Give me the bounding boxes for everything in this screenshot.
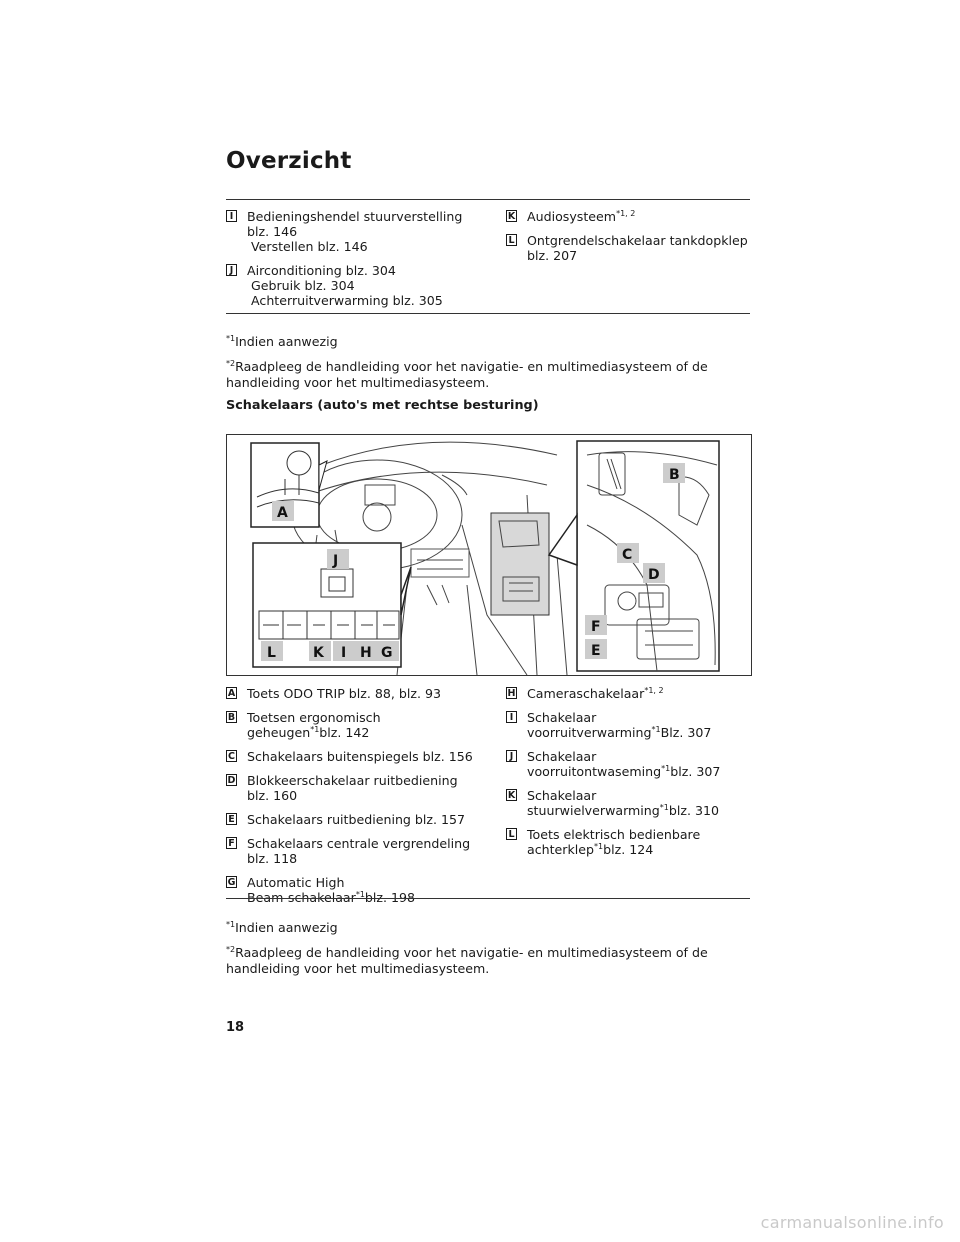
key-box: F xyxy=(226,837,237,849)
legend-item-L: L Toets elektrisch bedienbare achterklep$^{*1}$blz. 124 xyxy=(506,827,754,857)
key-box: K xyxy=(507,790,516,801)
top-section-rule xyxy=(226,313,750,314)
diagram-label-L: L xyxy=(267,645,276,661)
key-box: J xyxy=(506,750,517,762)
footnote-2: $^{*2}$Raadpleeg de handleiding voor het navigatie- en multimediasysteem of de handleiding voor het multimediasysteem. xyxy=(226,358,708,390)
diagram-label-I: I xyxy=(341,645,347,661)
watermark: carmanualsonline.info xyxy=(760,1213,944,1232)
legend-item-H: H Cameraschakelaar$^{*1, 2}$ xyxy=(507,685,664,701)
top-left-column xyxy=(226,209,474,317)
dashboard-illustration xyxy=(227,435,751,675)
item-L: L Ontgrendelschakelaar tankdopklep blz. 207 xyxy=(506,233,754,263)
diagram-label-B: B xyxy=(669,467,680,483)
legend-item-A: A Toets ODO TRIP blz. 88, blz. 93 xyxy=(227,686,442,701)
key-box: G xyxy=(227,877,236,888)
legend-item-E: E Schakelaars ruitbediening blz. 157 xyxy=(226,812,474,827)
diagram-label-A: A xyxy=(277,505,288,521)
legend-item-K: K Schakelaar stuurwielverwarming$^{*1}$blz. 310 xyxy=(507,788,720,818)
legend-rule xyxy=(226,898,750,899)
page-title: Overzicht xyxy=(226,148,352,174)
legend-item-B: B Toetsen ergonomisch geheugen$^{*1}$blz. 142 xyxy=(227,710,381,740)
item-J: J Airconditioning blz. 304 Gebruik blz. 304 Achterruitverwarming blz. 305 xyxy=(226,263,474,308)
item-K: K Audiosysteem$^{*1, 2}$ xyxy=(507,208,636,224)
diagram-label-J: J xyxy=(333,553,339,569)
key-box: A xyxy=(227,688,236,699)
legend-item-F: F Schakelaars centrale vergrendeling blz. 118 xyxy=(226,836,474,866)
diagram-label-K: K xyxy=(313,645,324,661)
key-box: I xyxy=(226,210,237,222)
key-box: I xyxy=(506,711,517,723)
diagram-label-H: H xyxy=(360,645,372,661)
footnote-2-bottom: $^{*2}$Raadpleeg de handleiding voor het navigatie- en multimediasysteem of de handleiding voor het multimediasysteem. xyxy=(226,944,708,976)
page-number: 18 xyxy=(226,1020,245,1035)
footnote-1-bottom: $^{*1}$Indien aanwezig xyxy=(226,919,338,935)
diagram-label-E: E xyxy=(591,643,601,659)
top-right-column xyxy=(506,209,754,272)
legend-item-G: G Automatic High Beam-schakelaar$^{*1}$blz. 198 xyxy=(227,875,416,905)
key-box: L xyxy=(506,234,517,246)
key-box: L xyxy=(506,828,517,840)
legend-item-C: C Schakelaars buitenspiegels blz. 156 xyxy=(228,749,473,764)
legend-item-I: I Schakelaar voorruitverwarming$^{*1}$Blz. 307 xyxy=(506,710,754,740)
key-box: H xyxy=(507,688,516,699)
section-heading: Schakelaars (auto's met rechtse besturing) xyxy=(226,398,539,413)
key-box: D xyxy=(227,775,236,786)
key-box: E xyxy=(226,813,237,825)
diagram-label-F: F xyxy=(591,619,601,635)
diagram-label-D: D xyxy=(648,567,660,583)
footnote-1: $^{*1}$Indien aanwezig xyxy=(226,333,338,349)
top-rule xyxy=(226,199,750,200)
key-box: B xyxy=(227,712,236,723)
legend-right-column xyxy=(506,686,754,866)
diagram-label-C: C xyxy=(622,547,633,563)
key-box: J xyxy=(226,264,237,276)
key-box: K xyxy=(507,211,516,222)
item-I: I Bedieningshendel stuurverstelling blz. 146 Verstellen blz. 146 xyxy=(226,209,474,254)
key-box: C xyxy=(226,750,237,762)
legend-item-J: J Schakelaar voorruitontwaseming$^{*1}$blz. 307 xyxy=(506,749,754,779)
legend-item-D: D Blokkeerschakelaar ruitbediening blz. 160 xyxy=(227,773,458,803)
diagram-label-G: G xyxy=(381,645,393,661)
switches-diagram xyxy=(226,434,752,676)
legend-left-column xyxy=(226,686,474,914)
